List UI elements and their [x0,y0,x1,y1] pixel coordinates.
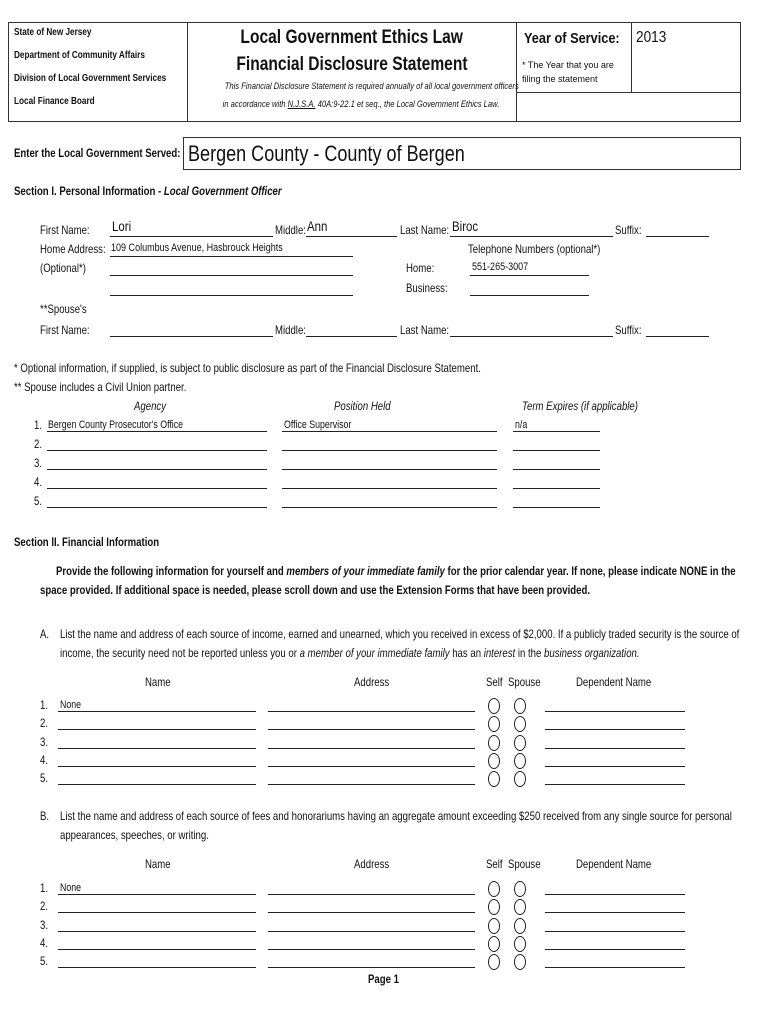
partA-row-number [40,735,50,749]
partB-spouse-radio[interactable] [514,881,526,897]
partA-self-radio[interactable] [488,753,500,769]
partB-address-field[interactable] [268,912,475,913]
partB-dependent-field[interactable] [545,894,685,895]
partB-row-number-text: 5. [40,954,49,969]
position-field[interactable] [282,450,497,451]
first-name-field[interactable] [110,236,273,237]
partA-dependent-field[interactable] [545,784,685,785]
partB-dependent-field[interactable] [545,967,685,968]
term-field[interactable] [513,507,600,508]
first-name-value: Lori [112,218,132,234]
term-field[interactable] [513,469,600,470]
partB-row-number [40,936,50,950]
agency-col-header: Agency [134,399,167,413]
form-title-line1: Local Government Ethics Law [240,27,464,48]
partB-row-number-text: 2. [40,899,49,914]
partB-address-field[interactable] [268,967,475,968]
partA-row-number-text: 2. [40,716,49,731]
business-phone-label: Business: [406,281,448,295]
agency-field[interactable] [47,488,267,489]
optional-label: (Optional*) [40,261,86,275]
header-divider-h [516,92,741,93]
home-address-field-1[interactable] [110,256,353,257]
agency-row-number [34,494,44,508]
term-col-header: Term Expires (if applicable) [522,399,638,413]
section2-title: Section II. Financial Information [14,535,160,549]
partA-letter: A. [40,627,50,641]
partA-address-field[interactable] [268,748,475,749]
position-field[interactable] [282,488,497,489]
partA-name-field[interactable] [58,711,256,712]
agency-row-number-text: 1. [34,418,43,432]
partA-name-value-text: None [60,699,82,711]
partA-instruction-line2: income, the security need not be reported unless you or a member of your immediate family has an interest in the business organization. [60,646,640,660]
home-address-field-2[interactable] [110,275,353,276]
header-divider-right [516,22,517,122]
partB-letter: B. [40,809,50,823]
home-address-label: Home Address: [40,242,106,256]
partB-address-field[interactable] [268,931,475,932]
position-field[interactable] [282,469,497,470]
partB-self-radio[interactable] [488,899,500,915]
partB-row-number [40,899,50,913]
partB-name-field[interactable] [58,949,256,950]
partA-name-field[interactable] [58,784,256,785]
partA-self-header: Self [486,675,503,689]
partB-instruction-line2: appearances, speeches, or writing. [60,828,209,842]
partA-dependent-field[interactable] [545,748,685,749]
agency-row-number [34,475,44,489]
term-field[interactable] [513,431,600,432]
partB-dependent-field[interactable] [545,931,685,932]
partB-spouse-radio[interactable] [514,954,526,970]
page-number: Page 1 [368,972,399,986]
partA-self-radio[interactable] [488,771,500,787]
partB-spouse-header: Spouse [508,857,541,871]
partB-self-radio[interactable] [488,918,500,934]
agency-row-number-text: 2. [34,437,43,451]
partA-self-radio[interactable] [488,698,500,714]
agency-row-number [34,418,44,432]
section2-intro-line1: Provide the following information for yourself and members of your immediate family for the prior calendar year. If none, please indicate NONE in the [56,564,736,578]
partB-self-radio[interactable] [488,936,500,952]
suffix-field[interactable] [646,236,709,237]
partA-spouse-radio[interactable] [514,735,526,751]
form-title-line2: Financial Disclosure Statement [236,54,468,75]
footnote-optional: * Optional information, if supplied, is subject to public disclosure as part of the Financial Disclosure Statement. [14,361,481,375]
last-name-value: Biroc [452,218,479,234]
home-address-value: 109 Columbus Avenue, Hasbrouck Heights [111,242,283,254]
partB-address-header: Address [354,857,390,871]
partA-row-number-text: 4. [40,752,49,767]
partA-row-number-text: 5. [40,771,49,786]
partB-spouse-radio[interactable] [514,899,526,915]
term-value-text: n/a [515,419,528,431]
form-note-line2: in accordance with N.J.S.A. 40A:9-22.1 et seq., the Local Government Ethics Law. [222,99,500,110]
home-phone-field[interactable] [470,275,589,276]
partA-spouse-radio[interactable] [514,716,526,732]
partA-name-field[interactable] [58,748,256,749]
agency-line-2: Department of Community Affairs [14,50,145,61]
partA-dependent-field[interactable] [545,711,685,712]
partA-address-field[interactable] [268,766,475,767]
partB-name-value-text: None [60,882,82,894]
year-label: Year of Service: [524,30,620,47]
partA-spouse-radio[interactable] [514,771,526,787]
agency-line-4: Local Finance Board [14,96,95,107]
spouse-first-name-field[interactable] [110,336,273,337]
partB-address-field[interactable] [268,949,475,950]
partB-name-field[interactable] [58,894,256,895]
partB-instruction-line1: List the name and address of each source of fees and honorariums having an aggregate amount exceeding $250 received from any single source for personal [60,809,732,823]
agency-value [48,419,217,431]
telephone-label: Telephone Numbers (optional*) [468,242,601,256]
partB-self-radio[interactable] [488,954,500,970]
partA-address-header: Address [354,675,390,689]
partA-dependent-header: Dependent Name [576,675,652,689]
middle-field[interactable] [306,236,397,237]
government-label: Enter the Local Government Served: [14,146,181,160]
partA-row-number [40,698,50,712]
agency-row-number [34,456,44,470]
partA-address-field[interactable] [268,729,475,730]
position-value-text: Office Supervisor [284,419,352,431]
term-value [515,419,530,431]
partA-address-field[interactable] [268,711,475,712]
agency-row-number-text: 5. [34,494,43,508]
spouse-middle-label: Middle: [275,323,306,337]
home-phone-value: 551-265-3007 [472,261,529,273]
agency-field[interactable] [47,450,267,451]
partA-name-header: Name [145,675,171,689]
position-field[interactable] [282,431,497,432]
partA-spouse-header: Spouse [508,675,541,689]
partB-row-number-text: 4. [40,935,49,950]
partA-self-radio[interactable] [488,716,500,732]
partB-dependent-field[interactable] [545,949,685,950]
agency-line-1: State of New Jersey [14,27,92,38]
partB-name-field[interactable] [58,912,256,913]
partA-row-number-text: 3. [40,734,49,749]
partA-row-number [40,771,50,785]
agency-row-number-text: 3. [34,456,43,470]
last-name-label: Last Name: [400,223,450,237]
position-field[interactable] [282,507,497,508]
partA-address-field[interactable] [268,784,475,785]
partA-dependent-field[interactable] [545,729,685,730]
section2-intro-line2: space provided. If additional space is needed, please scroll down and use the Extension Forms that have been provided. [40,583,591,597]
partA-name-value [60,699,86,711]
partB-row-number-text: 1. [40,881,49,895]
partA-dependent-field[interactable] [545,766,685,767]
spouse-suffix-label: Suffix: [615,323,642,337]
first-name-label: First Name: [40,223,90,237]
term-field[interactable] [513,450,600,451]
partB-row-number [40,954,50,968]
agency-field[interactable] [47,469,267,470]
partA-name-field[interactable] [58,729,256,730]
partA-row-number [40,716,50,730]
year-field[interactable]: 2013 [636,29,667,46]
agency-row-number [34,437,44,451]
last-name-field[interactable] [450,236,613,237]
term-field[interactable] [513,488,600,489]
partB-spouse-radio[interactable] [514,918,526,934]
spouse-first-name-label: First Name: [40,323,90,337]
spouse-label: **Spouse's [40,302,87,316]
partB-self-radio[interactable] [488,881,500,897]
partB-dependent-field[interactable] [545,912,685,913]
partB-row-number [40,918,50,932]
year-note: * The Year that you are filing the statement [522,60,614,84]
partB-dependent-header: Dependent Name [576,857,652,871]
agency-field[interactable] [47,507,267,508]
partB-name-field[interactable] [58,967,256,968]
position-col-header: Position Held [334,399,391,413]
partA-instruction-line1: List the name and address of each source of income, earned and unearned, which you received in excess of $2,000. If a publicly traded security is the source of [60,627,740,641]
agency-row-number-text: 4. [34,475,43,489]
partB-row-number [40,881,50,895]
middle-value: Ann [307,218,328,234]
partA-spouse-radio[interactable] [514,698,526,714]
partB-spouse-radio[interactable] [514,936,526,952]
position-value [284,419,368,431]
partB-row-number-text: 3. [40,917,49,932]
partB-name-value [60,882,86,894]
agency-value-text: Bergen County Prosecutor's Office [48,419,184,431]
partA-self-radio[interactable] [488,735,500,751]
footnote-spouse: ** Spouse includes a Civil Union partner. [14,380,187,394]
section1-title: Section I. Personal Information - Local Government Officer [14,184,282,198]
home-phone-label: Home: [406,261,435,275]
spouse-last-name-label: Last Name: [400,323,450,337]
spouse-last-name-field[interactable] [450,336,613,337]
spouse-middle-field[interactable] [306,336,397,337]
partB-address-field[interactable] [268,894,475,895]
partA-name-field[interactable] [58,766,256,767]
partA-row-number [40,753,50,767]
agency-line-3: Division of Local Government Services [14,73,167,84]
form-note-line1: This Financial Disclosure Statement is required annually of all local government officers [224,81,519,92]
partB-name-header: Name [145,857,171,871]
home-address-field-3[interactable] [110,295,353,296]
government-value: Bergen County - County of Bergen [188,141,465,166]
spouse-suffix-field[interactable] [646,336,709,337]
partB-name-field[interactable] [58,931,256,932]
middle-label: Middle: [275,223,306,237]
agency-field[interactable] [47,431,267,432]
suffix-label: Suffix: [615,223,642,237]
business-phone-field[interactable] [470,295,589,296]
partA-spouse-radio[interactable] [514,753,526,769]
partA-row-number-text: 1. [40,698,49,712]
partB-self-header: Self [486,857,503,871]
